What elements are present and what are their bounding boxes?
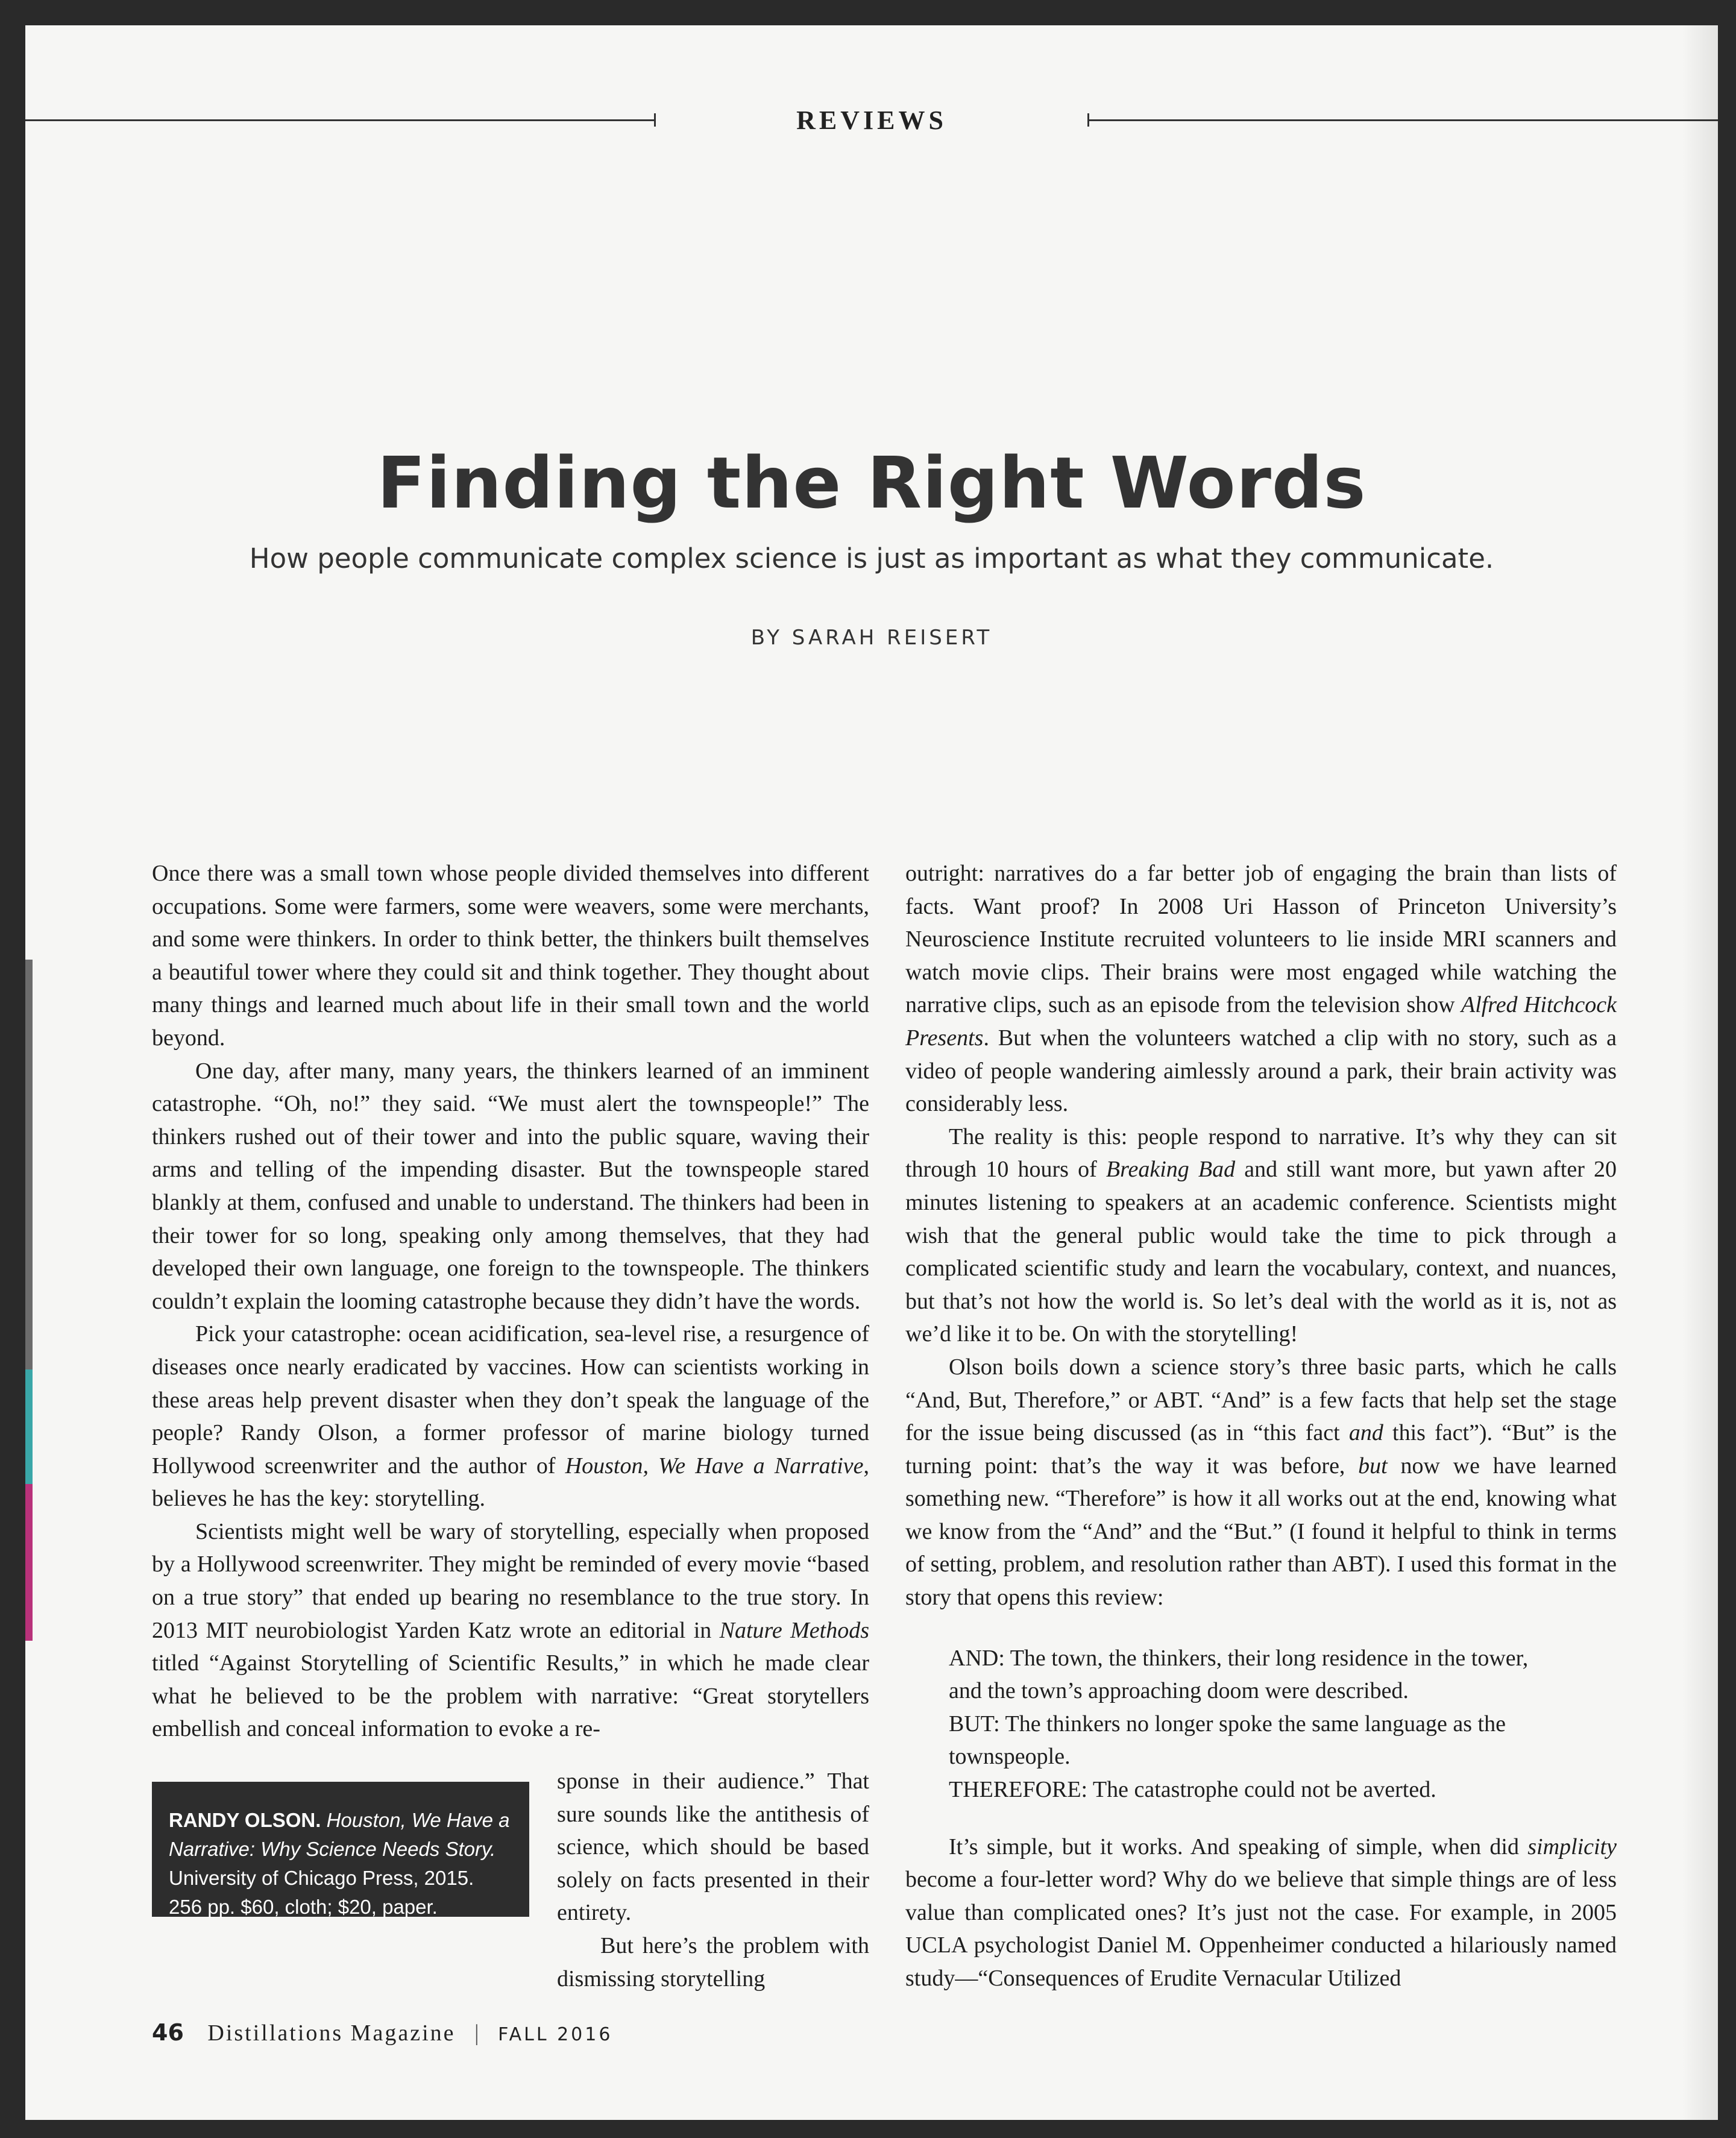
- left-column: [152, 857, 869, 1746]
- text-run: now we have learned something new. “Therefore” is how it all works out at the end, knowing what we know from the “And” and the “But.” (I found it helpful to think in terms of setting, problem, and resolution rather than ABT). I used this format in the story that opens this review:: [905, 1453, 1617, 1611]
- abt-list: [905, 1642, 1617, 1806]
- paragraph: [905, 1831, 1617, 1995]
- abt-therefore: THEREFORE: The catastrophe could not be averted.: [949, 1777, 1436, 1803]
- book-info-box: [152, 1782, 529, 1917]
- emphasis-italic: but: [1358, 1453, 1388, 1479]
- issue-date: FALL 2016: [498, 2024, 613, 2045]
- section-label: REVIEWS: [796, 105, 947, 135]
- book-publisher: University of Chicago Press, 2015. 256 pp. $60, cloth; $20, paper.: [169, 1867, 474, 1918]
- paragraph: [905, 1121, 1617, 1351]
- text-run: this fact”). “But” is the turning point: that’s the way it was before,: [905, 1420, 1617, 1479]
- text-run: and still want more, but yawn after 20 minutes listening to speakers at an academic conference. Scientists might wish that the general public would take the time to pick through a complicated scientific study and learn the vocabulary, context, and nuances, but that’s not how the world is. So let’s deal with the world as it is, not as we’d like it to be. On with the storytelling!: [905, 1157, 1617, 1347]
- article-title: Finding the Right Words: [377, 441, 1366, 524]
- paragraph: [152, 1318, 869, 1515]
- abt-and: AND: The town, the thinkers, their long residence in the tower, and the town’s approaching doom were described.: [949, 1645, 1529, 1704]
- paragraph: [905, 857, 1617, 1121]
- text-run: Pick your catastrophe: ocean acidification, sea-level rise, a resurgence of diseases once nearly eradicated by vaccines. How can scientists working in these areas help prevent disaster when they don’t speak the language of the people? Randy Olson, a former professor of marine biology turned Hollywood screenwriter and the author of: [152, 1321, 869, 1479]
- footer-separator: |: [474, 2020, 479, 2046]
- emphasis-italic: simplicity: [1527, 1834, 1617, 1860]
- right-column: [905, 857, 1617, 1995]
- show-title-italic: Breaking Bad: [1105, 1157, 1236, 1183]
- magazine-page: [25, 25, 1718, 2120]
- show-title-italic: Alfred Hitchcock Presents: [905, 992, 1617, 1051]
- text-run: . But when the volunteers watched a clip with no story, such as a video of people wandering aimlessly around a park, their brain activity was considerably less.: [905, 1025, 1617, 1117]
- text-run: The reality is this: people respond to narrative. It’s why they can sit through 10 hours of: [905, 1124, 1617, 1183]
- text-run: titled “Against Storytelling of Scientific Results,” in which he made clear what he believed to be the problem with narrative: “Great storytellers embellish and conceal information to evoke a re-: [152, 1650, 869, 1742]
- text-run: It’s simple, but it works. And speaking of simple, when did: [949, 1834, 1528, 1860]
- paragraph: Once there was a small town whose people divided themselves into different occupations. Some were farmers, some were weavers, some were merchants, and some were thinkers. In order to think better, the thinkers built themselves a beautiful tower where they could sit and think together. They thought about many things and learned much about life in their small town and the world beyond.: [152, 861, 869, 1051]
- text-run: , believes he has the key: storytelling.: [152, 1453, 870, 1512]
- book-author: RANDY OLSON.: [169, 1809, 321, 1831]
- book-title: Houston, We Have a Narrative: Why Science Needs Story.: [169, 1809, 510, 1860]
- paragraph: One day, after many, many years, the thinkers learned of an imminent catastrophe. “Oh, no!” they said. “We must alert the townspeople!” The thinkers rushed out of their tower and into the public square, waving their arms and telling of the impending disaster. But the townspeople stared blankly at them, confused and unable to understand. The thinkers had been in their tower for so long, speaking only among themselves, that they had developed their own language, one foreign to the townspeople. The thinkers couldn’t explain the looming catastrophe because they didn’t have the words.: [152, 1058, 869, 1314]
- abt-but: BUT: The thinkers no longer spoke the same language as the townspeople.: [949, 1711, 1506, 1770]
- paragraph: [905, 1351, 1617, 1614]
- text-run: outright: narratives do a far better job of engaging the brain than lists of facts. Want proof? In 2008 Uri Hasson of Princeton University’s Neuroscience Institute recruited volunteers to lie inside MRI scanners and watch movie clips. Their brains were most engaged while watching the narrative clips, such as an episode from the television show: [905, 861, 1617, 1018]
- paragraph: But here’s the problem with dismissing storytelling: [557, 1932, 869, 1992]
- text-run: Olson boils down a science story’s three basic parts, which he calls “And, But, Therefore,” or ABT. “And” is a few facts that help set the stage for the issue being discussed (as in “this fact: [905, 1354, 1617, 1446]
- book-title-italic: Houston, We Have a Narrative: [565, 1453, 864, 1479]
- page-footer: [152, 2019, 612, 2046]
- paragraph: sponse in their audience.” That sure sounds like the antithesis of science, which should be based solely on facts presented in their entirety.: [557, 1769, 869, 1926]
- article-byline: BY SARAH REISERT: [750, 626, 993, 650]
- text-run: become a four-letter word? Why do we believe that simple things are of less value than complicated ones? It’s just not the case. For example, in 2005 UCLA psychologist Daniel M. Oppenheimer conducted a hilariously named study—“Consequences of Erudite Vernacular Utilized: [905, 1867, 1617, 1991]
- emphasis-italic: and: [1348, 1420, 1383, 1446]
- magazine-name: Distillations Magazine: [207, 2020, 456, 2046]
- page-edge-shadow: [1682, 25, 1718, 2120]
- text-run: Scientists might well be wary of storytelling, especially when proposed by a Hollywood screenwriter. They might be reminded of every movie “based on a true story” that ended up bearing no resemblance to the true story. In 2013 MIT neurobiologist Yarden Katz wrote an editorial in: [152, 1518, 869, 1643]
- binding-strip-magenta: [25, 1484, 33, 1641]
- binding-strip-gray: [25, 960, 33, 1369]
- paragraph: [152, 1515, 869, 1746]
- left-column-continuation: [557, 1765, 869, 1995]
- binding-strip-teal: [25, 1369, 33, 1484]
- journal-title-italic: Nature Methods: [719, 1617, 869, 1643]
- page-number: 46: [152, 2019, 184, 2046]
- article-subtitle: How people communicate complex science is just as important as what they communicate.: [249, 542, 1494, 574]
